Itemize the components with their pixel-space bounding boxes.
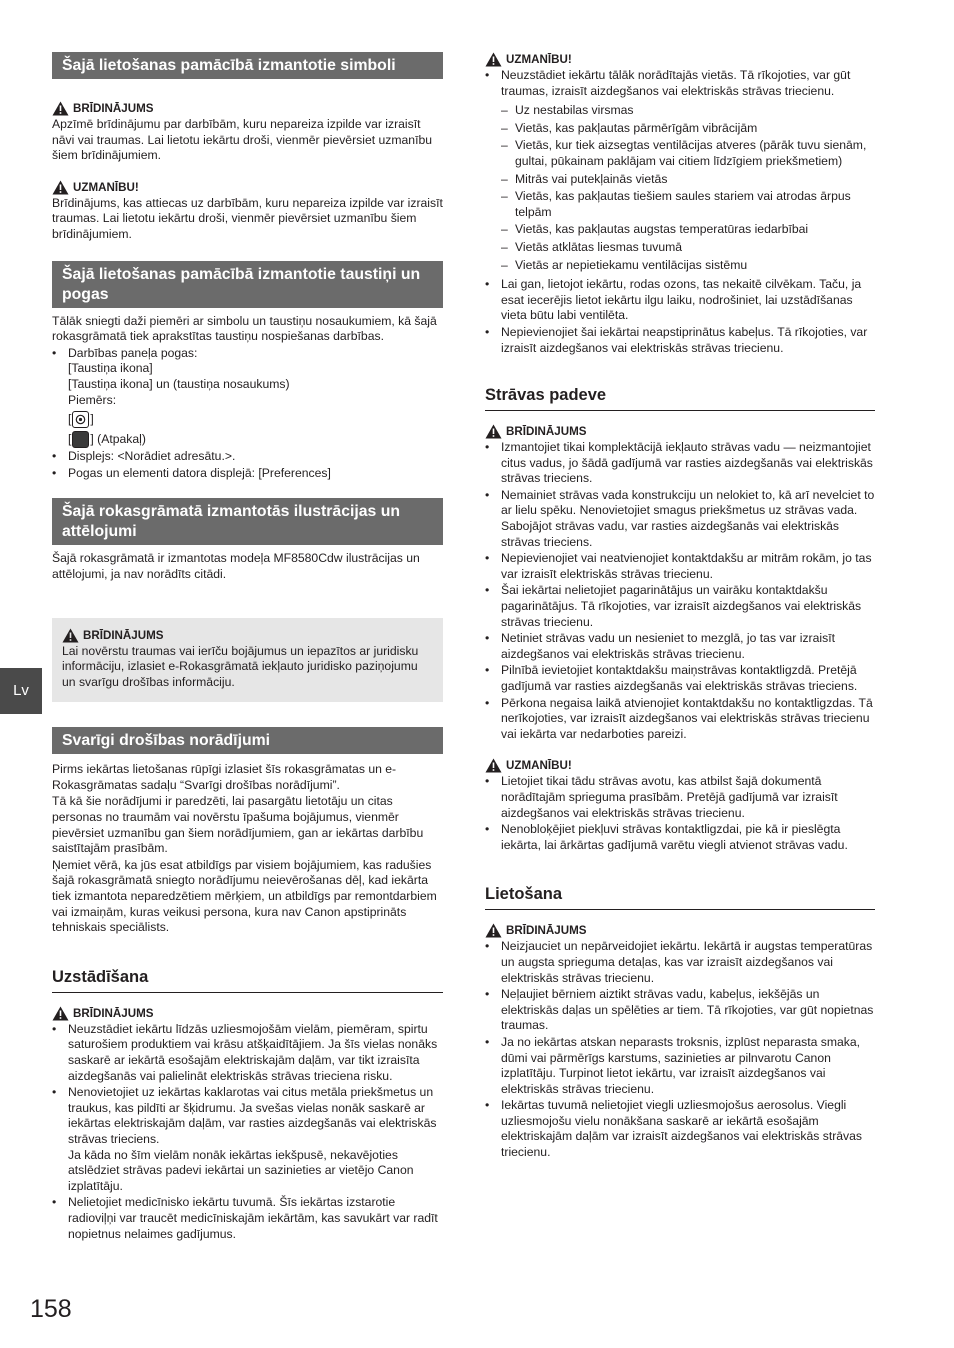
list-item: • Nepievienojiet vai neatvienojiet kontaktdakšu ar mitrām rokām, jo tas var izraisīt elektriskās strāvas triecienu. [485,551,875,582]
keys-panel-line: Piemērs: [68,392,117,407]
power-warning-list [485,440,875,742]
usage-warning-list [485,939,875,1160]
list-item: • Lietojiet tikai tādu strāvas avotu, kas atbilst šajā dokumentā norādītajām sprieguma prasībām. Pretējā gadījumā var izraisīt aizdegšanos vai elektriskās strāvas triecienu. [485,774,875,821]
illustrations-text: Šajā rokasgrāmatā ir izmantotas modeļa MF8580Cdw ilustrācijas un attēlojumi, ja nav norādīts citādi. [52,551,420,581]
bracket-close: ] [90,411,94,426]
warning-label-text: BRĪDINĀJUMS [73,102,154,115]
caution-triangle-icon [485,52,502,67]
dash-item: – Vietās, kas pakļautas pārmērīgām vibrācijām [501,121,875,137]
list-item [52,346,443,448]
keys-panel-title: • Darbības paneļa pogas: [68,345,198,360]
caution-triangle-icon [52,180,69,195]
caution-description: Brīdinājums, kas attiecas uz darbībām, kuru nepareiza izpilde var izraisīt traumas. Lai lietotu iekārtu droši, vienmēr pievērsiet uzmanību šiem brīdinājumiem. [52,195,443,241]
warning-label [62,628,433,643]
example-key-line [68,411,443,428]
warning-triangle-icon [62,628,79,643]
list-item-text: • Nenovietojiet uz iekārtas kaklarotas vai citus metāla priekšmetus un traukus, kas pildīti ar šķidrumu. Ja svešas vielas nonāk saskarē ar iekārtas elektriskajām daļām, var rasties aizdegšanās vai elektriskās strāvas trieciens. [68,1085,437,1146]
warning-label [485,424,875,439]
language-tab: Lv [0,668,42,714]
list-item: • Pilnībā ievietojiet kontaktdakšu maiņstrāvas kontaktligzdā. Pretējā gadījumā var rasties aizdegšanās vai elektriskās strāvas trieciens. [485,663,875,694]
keys-section-title: Šajā lietošanas pamācībā izmantotie taustiņi un pogas [52,261,443,308]
list-item: • Neuzstādiet iekārtu līdzās uzliesmojošām vielām, piemēram, spirtu saturošiem produktiem vai krāsu atšķaidītājiem. Ja šīs vielas nonāks saskarē ar iekārtā esošajām elektriskajām daļām, var tikt izraisīta aizdegšanās vai palielināt elektriskās strāvas trieciena risku. [52,1022,443,1084]
warning-label [485,923,875,938]
dash-item: – Vietās, kas pakļautas augstas temperatūras iedarbībai [501,222,875,238]
caution-label-text: UZMANĪBU! [73,180,139,194]
list-item [485,68,875,273]
list-item: • Šai iekārtai nelietojiet pagarinātājus un vairāku kontaktdakšu pagarinātājus. Tā rīkojoties, var izraisīt aizdegšanos vai elektriskās strāvas triecienu. [485,583,875,630]
illustrations-section-title: Šajā rokasgrāmatā izmantotās ilustrācijas un attēlojumi [52,498,443,545]
caution-label [485,52,875,67]
warning-triangle-icon [52,101,69,116]
back-key-label: ] (Atpakaļ) [90,431,146,446]
warning-description: Apzīmē brīdinājumu par darbībām, kuru nepareiza izpilde var izraisīt nāvi vai traumas. Lai lietotu iekārtu droši, vienmēr pievērsiet uzmanību šiem brīdinājumiem. [52,117,433,163]
caution-label-text: UZMANĪBU! [506,53,572,66]
page-number: 158 [30,1295,72,1323]
list-item: • Nenobloķējiet piekļuvi strāvas kontaktligzdai, pie kā ir pieslēgta iekārta, lai ārkārtas gadījumā varētu viegli atvienot strāvas vadu. [485,822,875,853]
list-item-text: • Neuzstādiet iekārtu tālāk norādītajās vietās. Tā rīkojoties, var gūt traumas, izraisīt aizdegšanos vai elektriskās strāvas triecienu. [501,68,851,98]
list-item: • Nemainiet strāvas vada konstrukciju un nelokiet to, kā arī nevelciet to ar lielu spēku. Nenovietojiet smagus priekšmetus uz strāvas vada. Sabojājot strāvas vadu, var rasties aizdegšanās vai elektriskās strāvas trieciens. [485,488,875,550]
warning-label [52,1006,443,1021]
bracket-open: [ [68,431,72,446]
menu-key-icon [72,411,89,428]
warning-triangle-icon [485,424,502,439]
keys-panel-line: [Taustiņa ikona] [68,361,153,376]
warning-label-text: BRĪDINĀJUMS [506,924,587,938]
legal-warning-box [52,618,443,703]
caution-label-text: UZMANĪBU! [506,759,572,773]
list-item: • Pērkona negaisa laikā atvienojiet kontaktdakšu no kontaktligzdas. Tā nerīkojoties, var izraisīt aizdegšanos vai elektriskās strāvas triecienu vai iekārta var nedarboties pareizi. [485,696,875,743]
usage-heading: Lietošana [485,884,875,910]
installation-heading: Uzstādīšana [52,967,443,993]
dash-item: – Vietās, kas pakļautas tiešiem saules stariem vai atrodas ārpus telpām [501,189,875,220]
list-item: • Pogas un elementi datora displejā: [Preferences] [52,466,443,482]
caution-label [52,180,443,195]
list-item: • Lai gan, lietojot iekārtu, rodas ozons, tas nekaitē cilvēkam. Taču, ja esat iecerējis lietot iekārtu ilgu laiku, nodrošiniet, lai uzstādīšanas vieta būtu labi ventilēta. [485,277,875,324]
safety-paragraph: Tā kā šie norādījumi ir paredzēti, lai pasargātu lietotāju un citas personas no traumām vai novērstu īpašuma bojājumus, vienmēr pievērsiet uzmanību gan šiem norādījumiem, gan ar iekārtas darbību saistītajām prasībām. [52,794,424,856]
safety-section-title: Svarīgi drošības norādījumi [52,727,443,754]
warning-label [52,101,443,116]
list-item: • Iekārtas tuvumā nelietojiet viegli uzliesmojošus aerosolus. Viegli uzliesmojošu vielu nonākšana saskarē ar iekārtā esošajām elektriskajām daļām var izraisīt aizdegšanos vai elektriskās strāvas triecienu. [485,1098,875,1160]
keys-panel-line: [Taustiņa ikona] un (taustiņa nosaukums) [68,376,290,391]
warning-triangle-icon [52,1006,69,1021]
left-column [52,52,443,1242]
list-item: • Izmantojiet tikai komplektācijā iekļauto strāvas vadu — neizmantojiet citus vadus, jo šādā gadījumā var rasties aizdegšanās vai elektriskās strāvas trieciens. [485,440,875,487]
back-key-icon [72,431,89,448]
installation-caution-list [485,68,875,356]
dash-item: – Vietās atklātas liesmas tuvumā [501,240,875,256]
dash-item: – Vietās ar nepietiekamu ventilācijas sistēmu [501,258,875,274]
caution-label [485,758,875,773]
list-item: • Nepievienojiet šai iekārtai neapstiprinātus kabeļus. Tā rīkojoties, var izraisīt aizdegšanos vai elektriskās strāvas triecienu. [485,325,875,356]
list-item: • Ja no iekārtas atskan neparasts troksnis, izplūst neparasta smaka, dūmi vai pārmērīgs karstums, sazinieties ar pilnvarotu Canon izplatītāju. Turpinot lietot iekārtu, var izraisīt aizdegšanos vai elektriskās strāvas triecienu. [485,1035,875,1097]
power-caution-list [485,774,875,853]
power-heading: Strāvas padeve [485,385,875,411]
warning-label-text: BRĪDINĀJUMS [73,1006,154,1020]
dash-item: – Vietās, kur tiek aizsegtas ventilācijas atveres (pārāk tuvu sienām, gultai, pūkainam paklājam vai citiem līdzīgiem priekšmetiem) [501,138,875,169]
keys-intro: Tālāk sniegti daži piemēri ar simbolu un taustiņu nosaukumiem, kā šajā rokasgrāmatā tiek aprakstītas taustiņu nospiešanas darbības. [52,313,437,344]
dash-item: – Uz nestabilas virsmas [501,103,875,119]
list-item [52,1085,443,1194]
safety-paragraph: Ņemiet vērā, ka jūs esat atbildīgs par visiem bojājumiem, kas radušies šajā rokasgrāmatā sniegto norādījumu neievērošanas dēļ, kad iekārta tiek izmantota neparedzētiem mērķiem, un atbildīgs par remontdarbiem vai izmaiņām, kuras veikusi persona, kura nav Canon apstiprināts tehniskais speciālists. [52,857,437,935]
legal-warning-text: Lai novērstu traumas vai ierīču bojājumus un iepazītos ar juridisku informāciju, izlasiet e-Rokasgrāmatā iekļauto juridisko paziņojumu un svarīgu drošības informāciju. [62,643,419,689]
right-column [485,52,875,1161]
warning-label-text: BRĪDINĀJUMS [83,628,164,642]
list-item: • Displejs: <Norādiet adresātu.>. [52,449,443,465]
example-key-line [68,431,443,448]
list-item: • Netiniet strāvas vadu un nesieniet to mezglā, jo tas var izraisīt aizdegšanos vai elektriskās strāvas triecienu. [485,631,875,662]
location-dash-list [501,103,875,273]
list-item: • Nelietojiet medicīnisko iekārtu tuvumā. Šīs iekārtas izstarotie radioviļņi var traucēt medicīniskajām iekārtām, kas savukārt var radīt nopietnus nelaimes gadījumus. [52,1195,443,1242]
installation-warning-list [52,1022,443,1242]
list-item: • Neļaujiet bērniem aiztikt strāvas vadu, kabeļus, iekšējās un elektriskās daļas un spēlēties ar tiem. Tā rīkojoties, var gūt nopietnas traumas. [485,987,875,1034]
list-item: • Neizjauciet un nepārveidojiet iekārtu. Iekārtā ir augstas temperatūras un augsta sprieguma detaļas, kas var izraisīt aizdegšanos vai elektriskās strāvas triecienu. [485,939,875,986]
symbols-section-title: Šajā lietošanas pamācībā izmantotie simboli [52,52,443,79]
dash-item: – Mitrās vai putekļainās vietās [501,172,875,188]
list-item-extra: Ja kāda no šīm vielām nonāk iekārtas iekšpusē, nekavējoties atslēdziet strāvas padevi iekārtai un sazinieties ar vietējo Canon izplatītāju. [68,1147,414,1193]
warning-label-text: BRĪDINĀJUMS [506,425,587,439]
bracket-open: [ [68,411,72,426]
safety-paragraph: Pirms iekārtas lietošanas rūpīgi izlasiet šīs rokasgrāmatas un e-Rokasgrāmatas sadaļu “Svarīgi drošības norādījumi”. [52,762,397,792]
keys-list [52,346,443,482]
warning-triangle-icon [485,923,502,938]
caution-triangle-icon [485,758,502,773]
